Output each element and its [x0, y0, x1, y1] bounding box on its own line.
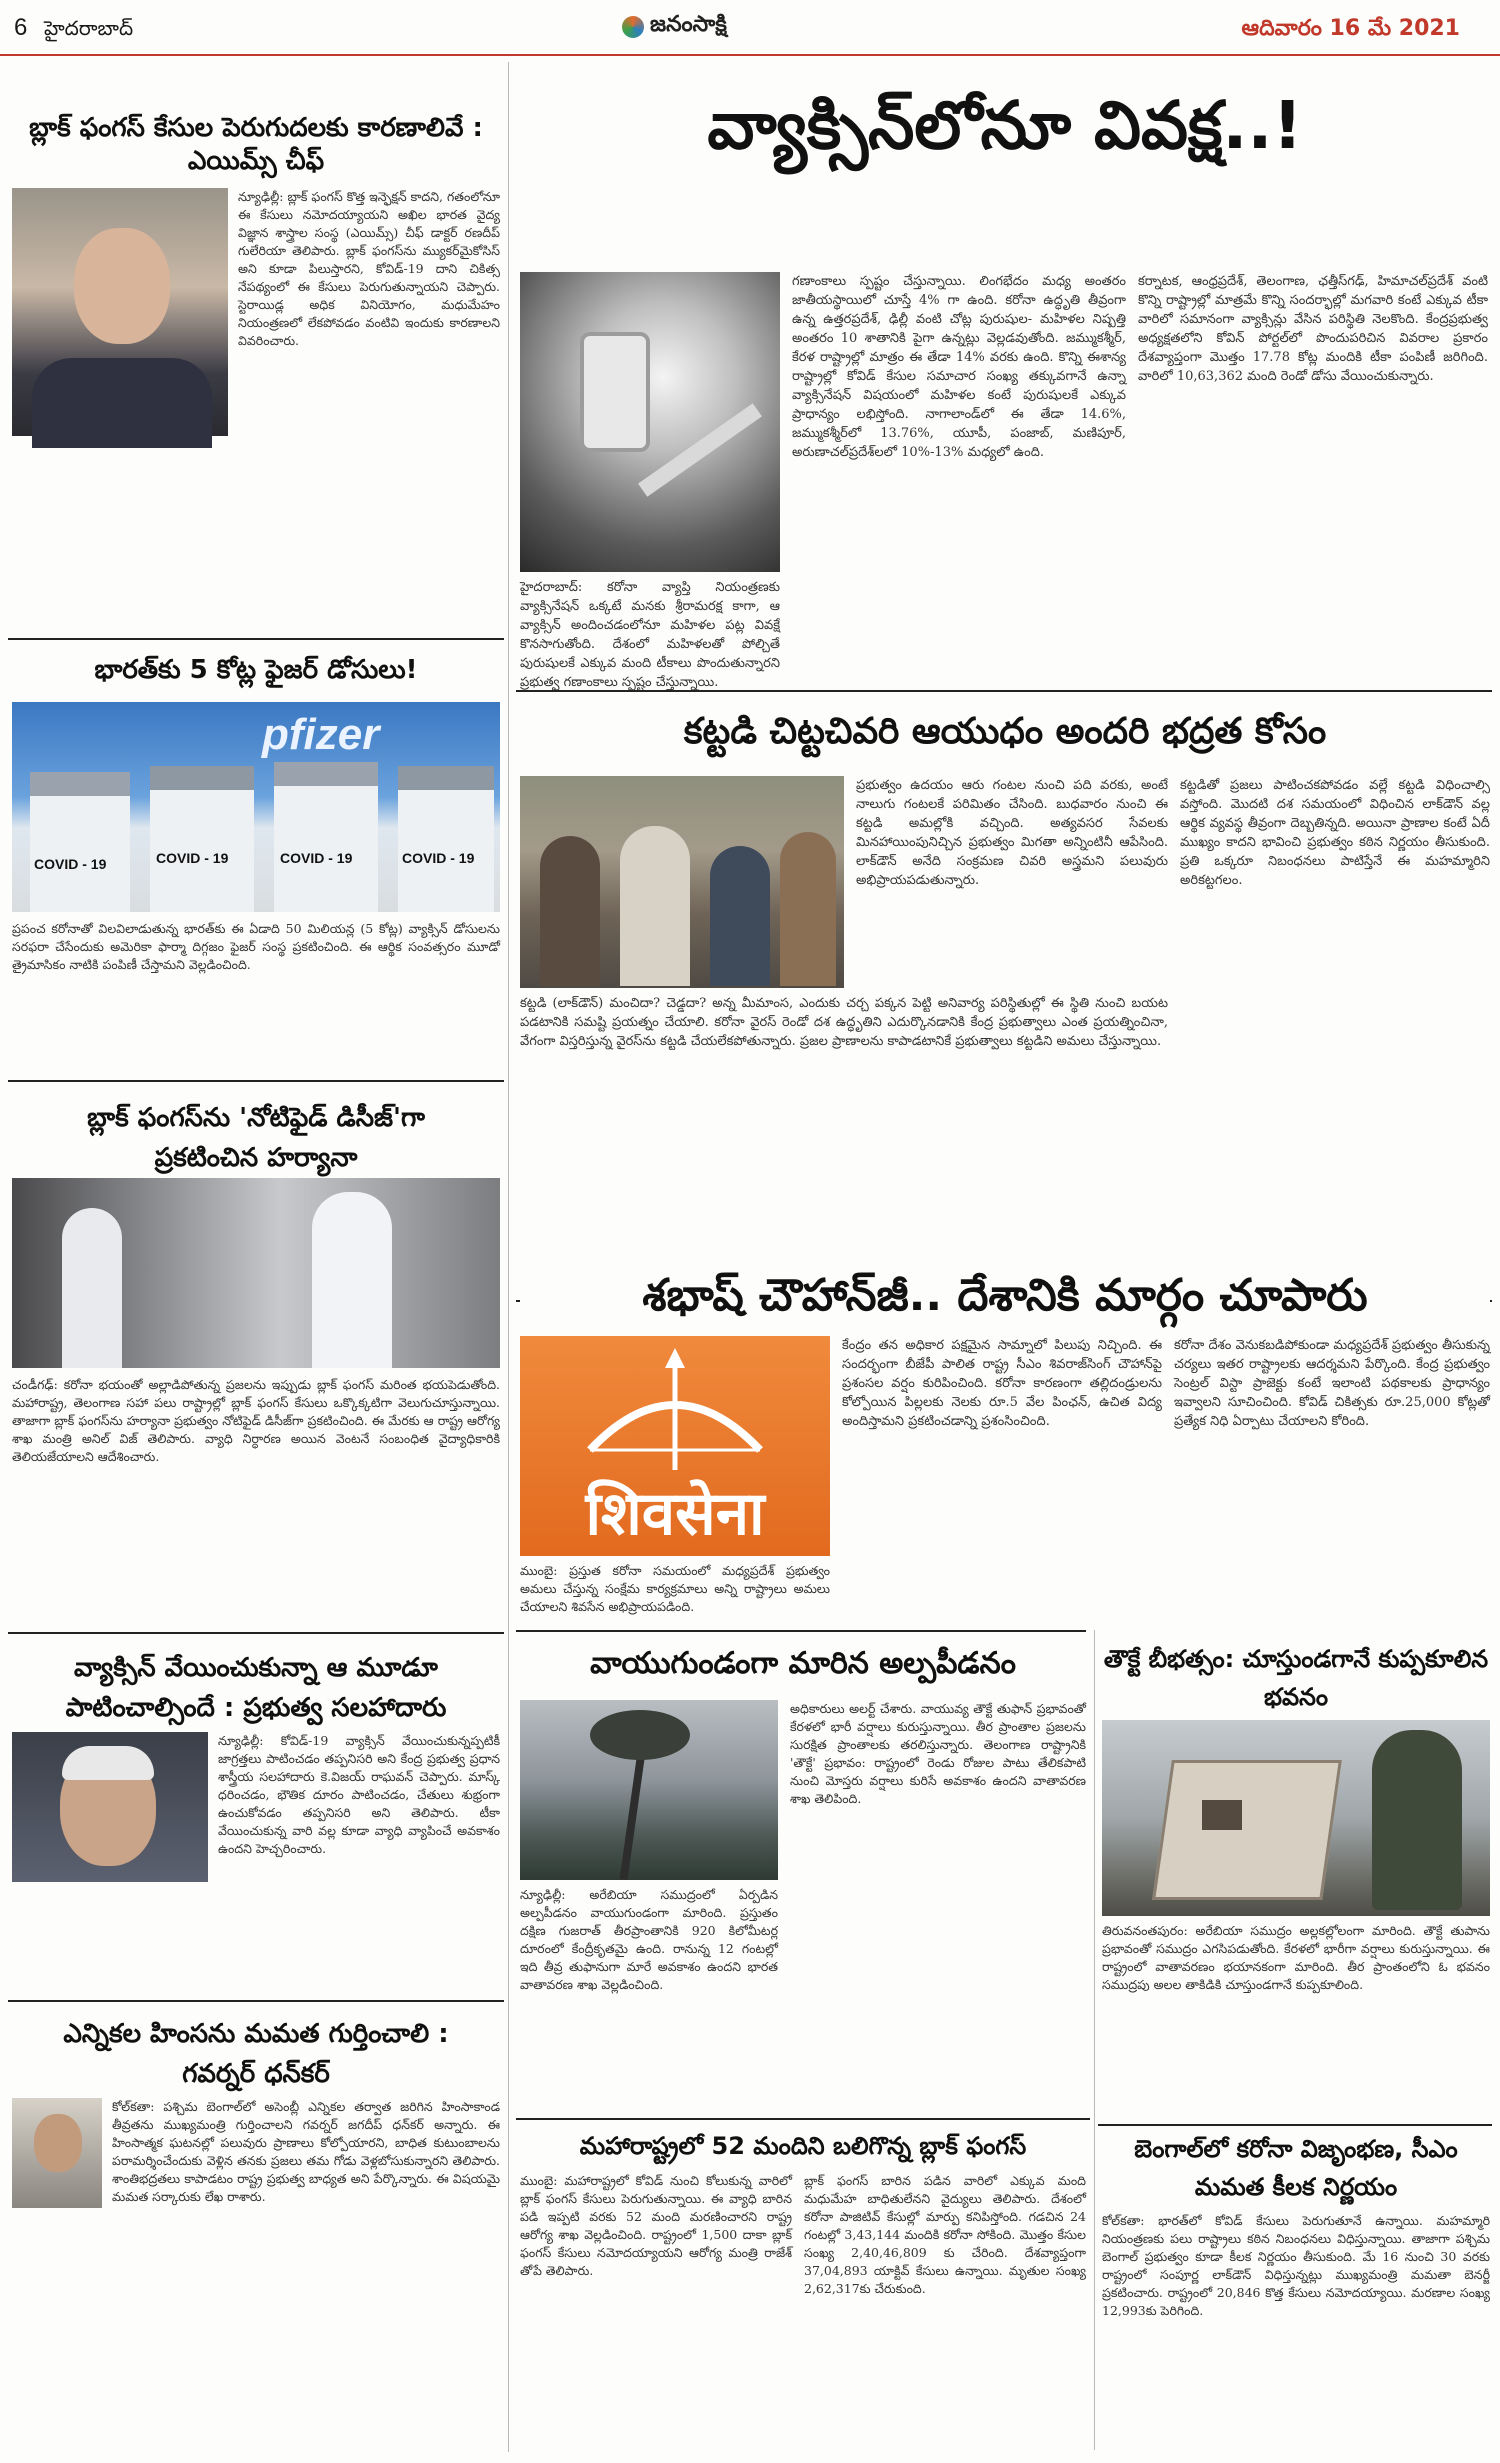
vial-bottle — [580, 332, 650, 452]
s3-text: చండీగఢ్‌: కరోనా భయంతో అల్లాడిపోతున్న ప్రజలను ఇప్పుడు బ్లాక్‌ ఫంగస్‌ మరింత భయపెడుతోంది. మహారాష్ట్ర, తెలంగాణ సహా పలు రాష్ట్రాల్లో బ్లాక్‌ ఫంగస్‌ కేసులు ఒక్కొక్కటిగా వెలుగుచూస్తున్నాయి. తాజాగా బ్లాక్‌ ఫంగస్‌ను హర్యానా ప్రభుత్వం నోటిఫైడ్‌ డిసీజ్‌గా ప్రకటించింది. ఈ మేరకు ఆ రాష్ట్ర ఆరోగ్య శాఖ మంత్రి అనిల్‌ విజ్‌ తెలిపారు. వ్యాధి నిర్ధారణ అయిన వెంటనే సంబంధిత వైద్యాధికారికి తెలియజేయాలని ఆదేశించారు. — [12, 1377, 500, 1464]
s1-photo-face — [74, 228, 170, 344]
s3-photo — [12, 1178, 500, 1368]
s1-headline: బ్లాక్‌ ఫంగస్‌ కేసుల పెరుగుదలకు కారణాలివే : ఎయిమ్స్‌ చీఫ్‌ — [29, 113, 483, 176]
column-divider — [508, 62, 509, 2452]
r1-headline: తౌక్టే బీభత్సం: చూస్తుండగానే కుప్పకూలిన భవనం — [1103, 1645, 1489, 1711]
story2-headline: కట్టడి చిట్టచివరి ఆయుధం అందరి భద్రత కోసం — [683, 711, 1327, 752]
s4-photo — [12, 1732, 208, 1882]
story2-col2: కట్టడి (లాక్‌డౌన్‌) మంచిదా? చెడ్డదా? అన్న మీమాంస, ఎందుకు చర్చ పక్కన పెట్టి అనివార్య పరిస్థితుల్లో ఈ స్థితి నుంచి బయట పడటానికి సమష్టి ప్రయత్నం చేయాలి. కరోనా వైరస్‌ రెండో దశ ఉద్ధృతిని ఎదుర్కొనడానికి కేంద్ర ప్రభుత్వాలు ఎంత ప్రయత్నించినా, వేగంగా విస్తరిస్తున్న వైరస్‌ను కట్టడి చేయలేకపోతున్నారు. ప్రజల ప్రాణాలను కాపాడటానికే ప్రభుత్వాలు కట్టడిని అమలు చేస్తున్నాయి. — [520, 996, 1168, 1049]
logo-text: జనంసాక్షి — [650, 12, 727, 37]
story5-headline: మహారాష్ట్రలో 52 మందిని బలిగొన్న బ్లాక్‌ ఫంగస్‌ — [579, 2132, 1027, 2160]
s5-headline: ఎన్నికల హింసను మమత గుర్తించాలి : గవర్నర్‌ ధన్‌కర్‌ — [63, 2019, 449, 2089]
bow-arrow-icon — [520, 1340, 830, 1480]
rule-story4 — [516, 1630, 1086, 1632]
s1-text: న్యూఢిల్లీ: బ్లాక్‌ ఫంగస్‌ కొత్త ఇన్ఫెక్షన్‌ కాదని, గతంలోనూ ఈ కేసులు నమోదయ్యాయని అఖిల భారత వైద్య విజ్ఞాన శాస్త్రాల సంస్థ (ఎయిమ్స్‌) చీఫ్‌ డాక్టర్‌ రణదీప్‌ గులేరియా తెలిపారు. బ్లాక్‌ ఫంగస్‌ను మ్యుకర్‌మైకోసిస్‌ అని కూడా పిలుస్తారని, కోవిడ్‌-19 దాని చికిత్స నేపథ్యంలో ఈ కేసులు పెరుగుతున్నాయని చెప్పారు. స్టెరాయిడ్ల అధిక వినియోగం, మధుమేహం నియంత్రణలో లేకపోవడం వంటివి ఇందుకు కారణాలని వివరించారు. — [238, 189, 501, 348]
crowd-person-1 — [540, 836, 600, 986]
rule-story5 — [516, 2118, 1090, 2120]
page-number: 6 — [14, 14, 28, 41]
crowd-person-3 — [710, 846, 770, 986]
crowd-person-4 — [780, 832, 836, 986]
story5-col1: ముంబై: మహారాష్ట్రలో కోవిడ్‌ నుంచి కోలుకున్న వారిలో బ్లాక్‌ ఫంగస్‌ కేసులు పెరుగుతున్నాయి. ఈ వ్యాధి బారిన పడి ఇప్పటి వరకు 52 మంది మరణించారని రాష్ట్ర ఆరోగ్య శాఖ వెల్లడించింది. రాష్ట్రంలో 1,500 దాకా బ్లాక్‌ ఫంగస్‌ కేసులు నమోదయ్యాయని ఆరోగ్య మంత్రి రాజేశ్‌ తోపే తెలిపారు. — [520, 2173, 792, 2278]
r1-photo — [1102, 1720, 1490, 1916]
story3-photo — [520, 1336, 830, 1556]
logo-icon — [622, 16, 644, 38]
building-window — [1202, 1800, 1242, 1830]
s2-photo — [12, 702, 500, 912]
s1-photo-suit — [32, 358, 212, 448]
story4-col2: అధికారులు అలర్ట్‌ చేశారు. వాయువ్య తౌక్టే తుఫాన్‌ ప్రభావంతో కేరళలో భారీ వర్షాలు కురుస్తున్నాయి. తీర ప్రాంతాల ప్రజలను సురక్షిత ప్రాంతాలకు తరలిస్తున్నారు. తెలంగాణ రాష్ట్రానికి 'తౌక్టే' ప్రభావం: రాష్ట్రంలో రెండు రోజుల పాటు తేలికపాటి నుంచి మోస్తరు వర్షాలు కురిసే అవకాశం ఉందని వాతావరణ శాఖ తెలిపింది. — [790, 1701, 1086, 1806]
vial-4: COVID - 19 — [398, 766, 494, 912]
lead-col2: గణాంకాలు స్పష్టం చేస్తున్నాయి. లింగభేదం మధ్య అంతరం జాతీయస్థాయిలో చూస్తే 4% గా ఉంది. కరోనా ఉద్ధృతి తీవ్రంగా ఉన్న ఉత్తరప్రదేశ్‌, ఢిల్లీ వంటి చోట్ల పురుషుల- మహిళల నిష్పత్తి అంతరం 10 శాతానికి పైగా ఉన్నట్లు వెల్లడవుతోంది. జమ్ముకశ్మీర్‌, కేరళ రాష్ట్రాల్లో మాత్రం ఈ తేడా 14% వరకు ఉంది. కొన్ని ఈశాన్య రాష్ట్రాల్లో కోవిడ్‌ కేసుల సమాచార సంఖ్య తక్కువగానే ఉన్నా వ్యాక్సినేషన్‌ విషయంలో మహిళల కంటే పురుషులకే ఎక్కువ ప్రాధాన్యం లభిస్తోంది. నాగాలాండ్‌లో ఈ తేడా 14.6%, జమ్ముకశ్మీర్‌లో 13.76%, యూపీ, పంజాబ్‌, మణిపూర్‌, అరుణాచల్‌ప్రదేశ్‌లలో 10%-13% మధ్యలో ఉంది. — [792, 274, 1126, 460]
sidebar-rule-2 — [8, 1080, 504, 1082]
s1-text-cont — [12, 440, 500, 620]
pfizer-logo-text: pfizer — [262, 710, 380, 759]
rule-r2 — [1098, 2124, 1492, 2126]
story4-headline: వాయుగుండంగా మారిన అల్పపీడనం — [590, 1646, 1016, 1681]
tree — [1372, 1730, 1462, 1910]
s4-headline: వ్యాక్సిన్‌ వేయించుకున్నా ఆ మూడూ పాటించాల్సిందే : ప్రభుత్వ సలహాదారు — [65, 1653, 447, 1723]
crowd-person-2 — [620, 826, 690, 986]
vial-3: COVID - 19 — [274, 762, 378, 912]
sidebar-rule-4 — [8, 2000, 504, 2002]
palm-tree-fronds — [590, 1710, 690, 1760]
r2-headline: బెంగాల్‌లో కరోనా విజృంభణ, సీఎం మమత కీలక నిర్ణయం — [1134, 2135, 1458, 2201]
story2-col3: కట్టడితో ప్రజలు పాటించకపోవడం వల్లే కట్టడి విధించాల్సి వస్తోంది. మొదటి దశ సమయంలో విధించిన లాక్‌డౌన్‌ వల్ల ఆర్థిక వ్యవస్థ తీవ్రంగా దెబ్బతిన్నది. అయినా ప్రాణాల కంటే ఏదీ ముఖ్యం కాదని భావించి ప్రభుత్వం కఠిన నిర్ణయం తీసుకుంది. ప్రతి ఒక్కరూ నిబంధనలు పాటిస్తేనే ఈ మహమ్మారిని అరికట్టగలం. — [1180, 778, 1490, 888]
right-divider — [1094, 1630, 1095, 2450]
masthead-logo — [622, 12, 727, 42]
shivsena-logo-text: शिवसेना — [585, 1479, 765, 1549]
story2-col1: ప్రభుత్వం ఉదయం ఆరు గంటల నుంచి పది వరకు, అంటే నాలుగు గంటలకే పరిమితం చేసింది. బుధవారం నుంచి ఈ కట్టడి అమల్లోకి వచ్చింది. అత్యవసర సేవలకు మినహాయింపునిచ్చిన ప్రభుత్వం మిగతా అన్నింటినీ ఆపేసింది. లాక్‌డౌన్‌ అనేది సంక్రమణ చివరి అస్త్రమని పలువురు అభిప్రాయపడుతున్నారు. — [856, 778, 1168, 888]
vial-2: COVID - 19 — [150, 766, 254, 912]
left-sidebar — [8, 62, 504, 2452]
r1-text: తిరువనంతపురం: అరేబియా సముద్రం అల్లకల్లోలంగా మారింది. తౌక్టే తుపాను ప్రభావంతో సముద్రం ఎగసిపడుతోంది. కేరళలో భారీగా వర్షాలు కురుస్తున్నాయి. ఈ రాష్ట్రంలో వాతావరణం భయానకంగా మారింది. తీర ప్రాంతంలోని ఓ భవనం సముద్రపు అలల తాకిడికి చూస్తుండగానే కుప్పకూలింది. — [1102, 1923, 1490, 1992]
city-label: హైదరాబాద్ — [44, 16, 134, 40]
lead-col3: కర్నాటక, ఆంధ్రప్రదేశ్‌, తెలంగాణ, ఛత్తీస్‌గఢ్‌, హిమాచల్‌ప్రదేశ్‌ వంటి కొన్ని రాష్ట్రాల్లో మాత్రమే కొన్ని సందర్భాల్లో మగవారి కంటే ఎక్కువ టీకా వారిలో సమానంగా వ్యాక్సిన్లు వేసిన పరిస్థితి నెలకొంది. కేంద్రప్రభుత్వ అధ్యక్షతలోని కోవిన్‌ పోర్టల్‌లో పొందుపరిచిన వివరాల ప్రకారం దేశవ్యాప్తంగా మొత్తం 17.78 కోట్ల మందికి టీకా పంపిణీ జరిగింది. వారిలో 10,63,362 మంది రెండో డోసు వేయించుకున్నారు. — [1138, 274, 1488, 384]
ppe-figure-2 — [312, 1192, 392, 1368]
lead-col1: హైదరాబాద్‌: కరోనా వ్యాప్తి నియంత్రణకు వ్యాక్సినేషన్‌ ఒక్కటే మనకు శ్రీరామరక్ష కాగా, ఆ వ్యాక్సిన్‌ అందించడంలోనూ మహిళల పట్ల వివక్షే కొనసాగుతోంది. దేశంలో మహిళలతో పోల్చితే పురుషులకే ఎక్కువ మంది టీకాలు పొందుతున్నారని ప్రభుత్వ గణాంకాలు స్పష్టం చేస్తున్నాయి. — [520, 580, 780, 690]
story3-col3: కరోనా దేశం వెనుకబడిపోకుండా మధ్యప్రదేశ్‌ ప్రభుత్వం తీసుకున్న చర్యలు ఇతర రాష్ట్రాలకు ఆదర్శమని పేర్కొంది. కేంద్ర ప్రభుత్వం సెంట్రల్‌ విస్టా ప్రాజెక్టు కంటే ఇలాంటి పథకాలకు ప్రాధాన్యం ఇవ్వాలని సూచించింది. కోవిడ్‌ చికిత్సకు రూ.25,000 కోట్లతో ప్రత్యేక నిధి ఏర్పాటు చేయాలని కోరింది. — [1174, 1338, 1490, 1429]
s4-text: న్యూఢిల్లీ: కోవిడ్‌-19 వ్యాక్సిన్‌ వేయించుకున్నప్పటికీ జాగ్రత్తలు పాటించడం తప్పనిసరి అని కేంద్ర ప్రభుత్వ ప్రధాన శాస్త్రీయ సలహాదారు కె.విజయ్‌ రాఘవన్‌ చెప్పారు. మాస్క్‌ ధరించడం, భౌతిక దూరం పాటించడం, చేతులు శుభ్రంగా ఉంచుకోవడం తప్పనిసరి అని తెలిపారు. టీకా వేయించుకున్న వారి వల్ల కూడా వ్యాధి వ్యాపించే అవకాశం ఉందని హెచ్చరించారు. — [218, 1733, 500, 1856]
s5-text: కోల్‌కతా: పశ్చిమ బెంగాల్‌లో అసెంబ్లీ ఎన్నికల తర్వాత జరిగిన హింసాకాండ తీవ్రతను ముఖ్యమంత్రి గుర్తించాలని గవర్నర్‌ జగదీప్‌ ధన్‌కర్‌ అన్నారు. ఈ హింసాత్మక ఘటనల్లో పలువురు ప్రాణాలు కోల్పోయారని, బాధిత కుటుంబాలను పరామర్శించేందుకు వెళ్లిన తనకు ప్రజలు తమ గోడు వెళ్లబోసుకున్నారని తెలిపారు. శాంతిభద్రతలు కాపాడటం రాష్ట్ర ప్రభుత్వ బాధ్యత అని పేర్కొన్నారు. ఈ విషయమై మమత సర్కారుకు లేఖ రాశారు. — [112, 2099, 500, 2204]
vial-1: COVID - 19 — [30, 772, 130, 912]
lead-headline: వ్యాక్సిన్‌లోనూ వివక్ష..! — [707, 87, 1303, 164]
rule-story2 — [516, 690, 1492, 692]
page-header — [0, 0, 1500, 60]
sidebar-rule-3 — [8, 1632, 504, 1634]
header-rule — [0, 54, 1500, 56]
s5-photo — [12, 2098, 102, 2208]
ppe-figure-1 — [62, 1208, 122, 1368]
s2-headline: భారత్‌కు 5 కోట్ల ఫైజర్‌ డోసులు! — [94, 655, 418, 685]
lead-photo — [520, 272, 780, 572]
story2-photo — [520, 776, 844, 988]
story4-photo — [520, 1700, 778, 1880]
r2-text: కోల్‌కతా: భారత్‌లో కోవిడ్‌ కేసులు పెరుగుతూనే ఉన్నాయి. మహమ్మారి నియంత్రణకు పలు రాష్ట్రాలు కఠిన నిబంధనలు విధిస్తున్నాయి. తాజాగా పశ్చిమ బెంగాల్‌ ప్రభుత్వం కూడా కీలక నిర్ణయం తీసుకుంది. మే 16 నుంచి 30 వరకు రాష్ట్రంలో సంపూర్ణ లాక్‌డౌన్‌ విధిస్తున్నట్లు ముఖ్యమంత్రి మమతా బెనర్జీ ప్రకటించారు. రాష్ట్రంలో 20,846 కొత్త కేసులు నమోదయ్యాయి. మరణాల సంఖ్య 12,993కు పెరిగింది. — [1102, 2213, 1490, 2318]
story5-col2: బ్లాక్‌ ఫంగస్‌ బారిన పడిన వారిలో ఎక్కువ మంది మధుమేహ బాధితులేనని వైద్యులు తెలిపారు. దేశంలో కరోనా పాజిటివ్‌ కేసుల్లో మార్పు కనిపిస్తోంది. గడచిన 24 గంటల్లో 3,43,144 మందికి కరోనా సోకింది. మొత్తం కేసుల సంఖ్య 2,40,46,809 కు చేరింది. దేశవ్యాప్తంగా 37,04,893 యాక్టివ్‌ కేసులు ఉన్నాయి. మృతుల సంఖ్య 2,62,317కు చేరుకుంది. — [804, 2173, 1086, 2296]
story3-col2: కేంద్రం తన అధికార పక్షమైన సామ్నాలో పిలుపు నిచ్చింది. ఈ సందర్భంగా బీజేపీ పాలిత రాష్ట్ర సీఎం శివరాజ్‌సింగ్‌ చౌహాన్‌పై ప్రశంసల వర్షం కురిపించింది. కరోనా కారణంగా తల్లిదండ్రులను కోల్పోయిన పిల్లలకు నెలకు రూ.5 వేల పింఛన్‌, ఉచిత విద్య అందిస్తామని ప్రకటించడాన్ని ప్రశంసించింది. — [842, 1338, 1162, 1429]
sidebar-rule-1 — [8, 638, 504, 640]
collapsing-building — [1152, 1760, 1342, 1900]
s5-photo-face — [34, 2114, 82, 2172]
s2-text: ప్రపంచ కరోనాతో విలవిలాడుతున్న భారత్‌కు ఈ ఏడాది 50 మిలియన్ల (5 కోట్ల) వ్యాక్సిన్‌ డోసులను సరఫరా చేసేందుకు అమెరికా ఫార్మా దిగ్గజం ఫైజర్‌ సంస్థ ప్రకటించింది. ఈ ఆర్థిక సంవత్సరం మూడో త్రైమాసికం నాటికి పంపిణీ చేస్తామని వెల్లడించింది. — [12, 921, 500, 972]
syringe — [638, 403, 762, 496]
story3-col1: ముంబై: ప్రస్తుత కరోనా సమయంలో మధ్యప్రదేశ్‌ ప్రభుత్వం అమలు చేస్తున్న సంక్షేమ కార్యక్రమాలు అన్ని రాష్ట్రాలు అమలు చేయాలని శివసేన అభిప్రాయపడింది. — [520, 1563, 830, 1614]
story3-headline: శభాష్‌ చౌహాన్‌జీ.. దేశానికి మార్గం చూపారు — [520, 1264, 1490, 1328]
s3-headline: బ్లాక్‌ ఫంగస్‌ను 'నోటిఫైడ్‌ డిసీజ్‌'గా ప్రకటించిన హర్యానా — [87, 1103, 425, 1173]
s1-photo — [12, 188, 228, 436]
s4-photo-hair — [62, 1746, 154, 1780]
date-line: ఆదివారం 16 మే 2021 — [1241, 16, 1460, 41]
story4-col1: న్యూఢిల్లీ: అరేబియా సముద్రంలో ఏర్పడిన అల్పపీడనం వాయుగుండంగా మారింది. ప్రస్తుతం దక్షిణ గుజరాత్‌ తీరప్రాంతానికి 920 కిలోమీటర్ల దూరంలో కేంద్రీకృతమై ఉంది. రానున్న 12 గంటల్లో ఇది తీవ్ర తుఫానుగా మారే అవకాశం ఉందని భారత వాతావరణ శాఖ వెల్లడించింది. — [520, 1887, 778, 1992]
